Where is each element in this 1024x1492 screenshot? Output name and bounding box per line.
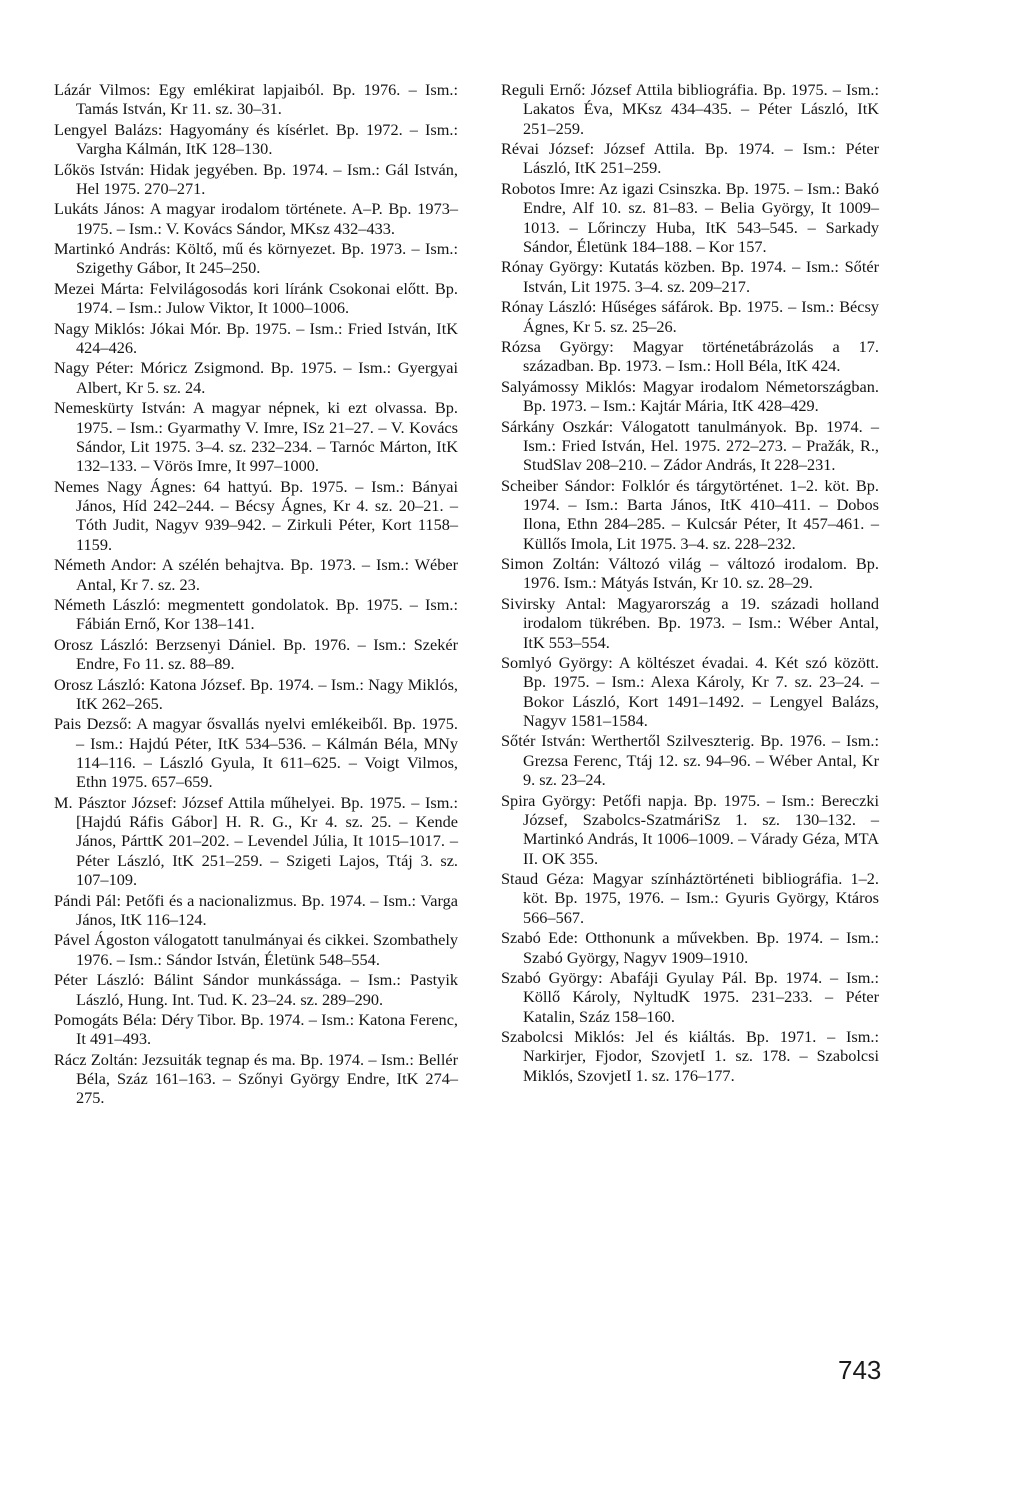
bibliography-entry: Rónay György: Kutatás közben. Bp. 1974. – Ism.: Sőtér István, Lit 1975. 3–4. sz. 209–217. [501, 257, 879, 296]
bibliography-entry: Szabolcsi Miklós: Jel és kiáltás. Bp. 1971. – Ism.: Narkirjer, Fjodor, SzovjetI 1. sz. 178. – Szabolcsi Miklós, SzovjetI 1. sz. 176–177. [501, 1027, 879, 1085]
bibliography-entry: Lukáts János: A magyar irodalom története. A–P. Bp. 1973–1975. – Ism.: V. Kovács Sándor, MKsz 432–433. [54, 199, 458, 238]
bibliography-entry: Pais Dezső: A magyar ősvallás nyelvi emlékeiből. Bp. 1975. – Ism.: Hajdú Péter, ItK 534–536. – Kálmán Béla, MNy 114–116. – László Gyula, It 611–625. – Voigt Vilmos, Ethn 1975. 657–659. [54, 714, 458, 792]
bibliography-entry: Nagy Péter: Móricz Zsigmond. Bp. 1975. – Ism.: Gyergyai Albert, Kr 5. sz. 24. [54, 358, 458, 397]
bibliography-entry: Sárkány Oszkár: Válogatott tanulmányok. Bp. 1974. – Ism.: Fried István, Hel. 1975. 272–273. – Pražák, R., StudSlav 208–210. – Zádor András, It 228–231. [501, 416, 879, 475]
bibliography-entry: Szabó Ede: Otthonunk a művekben. Bp. 1974. – Ism.: Szabó György, Nagyv 1909–1910. [501, 928, 879, 967]
bibliography-entry: Németh László: megmentett gondolatok. Bp. 1975. – Ism.: Fábián Ernő, Kor 138–141. [54, 594, 458, 634]
bibliography-entry: Pomogáts Béla: Déry Tibor. Bp. 1974. – Ism.: Katona Ferenc, It 491–493. [54, 1009, 458, 1049]
bibliography-entry: Simon Zoltán: Változó világ – változó irodalom. Bp. 1976. Ism.: Mátyás István, Kr 10. sz. 28–29. [501, 554, 879, 593]
bibliography-entry: Martinkó András: Költő, mű és környezet. Bp. 1973. – Ism.: Szigethy Gábor, It 245–250. [54, 239, 458, 278]
bibliography-entry: Scheiber Sándor: Folklór és tárgytörténet. 1–2. köt. Bp. 1974. – Ism.: Barta János, ItK 410–411. – Dobos Ilona, Ethn 284–285. – Kulcsár Péter, It 457–461. – Küllős Imola, Lit 1975. 3–4. sz. 228–232. [501, 475, 879, 553]
bibliography-entry: Reguli Ernő: József Attila bibliográfia. Bp. 1975. – Ism.: Lakatos Éva, MKsz 434–435. – Péter László, ItK 251–259. [501, 80, 879, 138]
bibliography-entry: Péter László: Bálint Sándor munkássága. – Ism.: Pastyik László, Hung. Int. Tud. K. 23–24. sz. 289–290. [54, 970, 458, 1009]
bibliography-entry: Orosz László: Berzsenyi Dániel. Bp. 1976. – Ism.: Szekér Endre, Fo 11. sz. 88–89. [54, 634, 458, 674]
bibliography-entry: Mezei Márta: Felvilágosodás kori líránk Csokonai előtt. Bp. 1974. – Ism.: Julow Viktor, It 1000–1006. [54, 278, 458, 318]
bibliography-entry: Rácz Zoltán: Jezsuiták tegnap és ma. Bp. 1974. – Ism.: Bellér Béla, Száz 161–163. – Szőnyi György Endre, ItK 274–275. [54, 1049, 458, 1108]
bibliography-entry: Pável Ágoston válogatott tanulmányai és cikkei. Szombathely 1976. – Ism.: Sándor István, Életünk 548–554. [54, 930, 458, 969]
bibliography-entry: Sőtér István: Werthertől Szilveszterig. Bp. 1976. – Ism.: Grezsa Ferenc, Ttáj 12. sz. 94–96. – Wéber Antal, Kr 9. sz. 23–24. [501, 731, 879, 790]
bibliography-entry: Orosz László: Katona József. Bp. 1974. – Ism.: Nagy Miklós, ItK 262–265. [54, 674, 458, 713]
bibliography-entry: Nemeskürty István: A magyar népnek, ki ezt olvassa. Bp. 1975. – Ism.: Gyarmathy V. Imre, ISz 21–27. – V. Kovács Sándor, Lit 1975. 3–4. sz. 232–234. – Tarnóc Márton, ItK 132–133. – Vörös Imre, It 997–1000. [54, 398, 458, 476]
bibliography-entry: Spira György: Petőfi napja. Bp. 1975. – Ism.: Bereczki József, Szabolcs-SzatmáriSz 1. sz. 130–132. – Martinkó András, It 1006–1009. – Várady Géza, MTA II. OK 355. [501, 790, 879, 868]
left-column [54, 80, 458, 1109]
bibliography-entry: Rózsa György: Magyar történetábrázolás a 17. században. Bp. 1973. – Ism.: Holl Béla, ItK 424. [501, 336, 879, 376]
page-number: 743 [838, 1355, 882, 1385]
bibliography-entry: Nemes Nagy Ágnes: 64 hattyú. Bp. 1975. – Ism.: Bányai János, Híd 242–244. – Bécsy Ágnes, Kr 4. sz. 20–21. – Tóth Judit, Nagyv 939–942. – Zirkuli Péter, Kort 1158–1159. [54, 476, 458, 554]
bibliography-entry: Salyámossy Miklós: Magyar irodalom Németországban. Bp. 1973. – Ism.: Kajtár Mária, ItK 428–429. [501, 376, 879, 416]
right-column [501, 80, 879, 1086]
bibliography-entry: Szabó György: Abafáji Gyulay Pál. Bp. 1974. – Ism.: Köllő Károly, NyltudK 1975. 231–233. – Péter Katalin, Száz 158–160. [501, 967, 879, 1026]
bibliography-entry: Nagy Miklós: Jókai Mór. Bp. 1975. – Ism.: Fried István, ItK 424–426. [54, 318, 458, 358]
bibliography-entry: M. Pásztor József: József Attila műhelyei. Bp. 1975. – Ism.: [Hajdú Ráfis Gábor] H. R. G., Kr 4. sz. 25. – Kende János, PárttK 201–202. – Levendel Júlia, It 1015–1017. – Péter László, ItK 251–259. – Szigeti Lajos, Ttáj 3. sz. 107–109. [54, 792, 458, 890]
bibliography-entry: Sivirsky Antal: Magyarország a 19. századi holland irodalom tükrében. Bp. 1973. – Ism.: Wéber Antal, ItK 553–554. [501, 593, 879, 652]
bibliography-entry: Robotos Imre: Az igazi Csinszka. Bp. 1975. – Ism.: Bakó Endre, Alf 10. sz. 81–83. – Belia György, It 1009–1013. – Lőrinczy Huba, ItK 543–545. – Sarkady Sándor, Életünk 184–188. – Kor 157. [501, 178, 879, 256]
bibliography-entry: Staud Géza: Magyar színháztörténeti bibliográfia. 1–2. köt. Bp. 1975, 1976. – Ism.: Gyuris György, Ktáros 566–567. [501, 869, 879, 927]
bibliography-entry: Németh Andor: A szélén behajtva. Bp. 1973. – Ism.: Wéber Antal, Kr 7. sz. 23. [54, 555, 458, 594]
bibliography-entry: Rónay László: Hűséges sáfárok. Bp. 1975. – Ism.: Bécsy Ágnes, Kr 5. sz. 25–26. [501, 297, 879, 336]
bibliography-entry: Lengyel Balázs: Hagyomány és kísérlet. Bp. 1972. – Ism.: Vargha Kálmán, ItK 128–130. [54, 119, 458, 159]
bibliography-entry: Somlyó György: A költészet évadai. 4. Két szó között. Bp. 1975. – Ism.: Alexa Károly, Kr 7. sz. 23–24. – Bokor László, Kort 1491–1492. – Lengyel Balázs, Nagyv 1581–1584. [501, 653, 879, 731]
bibliography-entry: Lázár Vilmos: Egy emlékirat lapjaiból. Bp. 1976. – Ism.: Tamás István, Kr 11. sz. 30–31. [54, 80, 458, 119]
bibliography-entry: Révai József: József Attila. Bp. 1974. – Ism.: Péter László, ItK 251–259. [501, 139, 879, 178]
bibliography-entry: Pándi Pál: Petőfi és a nacionalizmus. Bp. 1974. – Ism.: Varga János, ItK 116–124. [54, 890, 458, 929]
bibliography-entry: Lőkös István: Hidak jegyében. Bp. 1974. – Ism.: Gál István, Hel 1975. 270–271. [54, 159, 458, 198]
